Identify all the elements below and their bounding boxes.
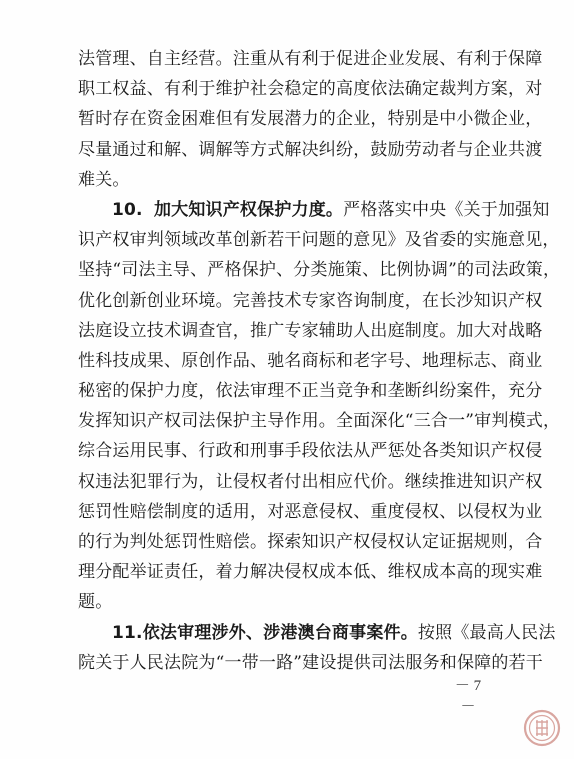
paragraph-line: 职工权益、有利于维护社会稳定的高度依法确定裁判方案，对: [78, 79, 543, 100]
paragraph-text: 按照《最高人民法: [417, 622, 556, 643]
paragraph-line: 识产权审判领域改革创新若干问题的意见》及省委的实施意见，: [78, 230, 560, 251]
paragraph-line: 法管理、自主经营。注重从有利于促进企业发展、有利于保障: [78, 49, 543, 69]
paragraph-line: 惩罚性赔偿制度的适用，对恶意侵权、重度侵权、以侵权为业: [78, 501, 543, 522]
paragraph-line: 综合运用民事、行政和刑事手段依法从严惩处各类知识产权侵: [78, 441, 543, 462]
paragraph-line: 院关于人民法院为“一带一路”建设提供司法服务和保障的若干: [78, 652, 543, 673]
seal-watermark-icon: [522, 708, 562, 748]
paragraph-line: 题。: [78, 592, 113, 613]
paragraph-line: 发挥知识产权司法保护主导作用。全面深化“三合一”审判模式，: [78, 411, 561, 432]
item-number: 10.: [112, 199, 143, 220]
paragraph-line: 尽量通过和解、调解等方式解决纠纷，鼓励劳动者与企业共渡: [78, 139, 543, 160]
paragraph-line: 优化创新创业环境。完善技术专家咨询制度，在长沙知识产权: [78, 290, 543, 311]
paragraph-line: 权违法犯罪行为，让侵权者付出相应代价。继续推进知识产权: [78, 471, 543, 492]
paragraph-line: 坚持“司法主导、严格保护、分类施策、比例协调”的司法政策，: [78, 260, 561, 281]
paragraph-line: 法庭设立技术调查官，推广专家辅助人出庭制度。加大对战略: [78, 320, 543, 341]
paragraph-11-first-line: [78, 618, 556, 648]
body-text: [78, 44, 561, 678]
item-heading: 加大知识产权保护力度。: [153, 199, 344, 220]
paragraph-text: 严格落实中央《关于加强知: [343, 199, 550, 220]
paragraph-line: 难关。: [78, 169, 130, 190]
paragraph-line: 理分配举证责任，着力解决侵权成本低、维权成本高的现实难: [78, 562, 543, 583]
paragraph-10-first-line: [78, 195, 550, 225]
paragraph-line: 暂时存在资金困难但有发展潜力的企业，特别是中小微企业，: [78, 109, 543, 130]
page-number: － 7 －: [454, 678, 482, 715]
item-heading: 11.依法审理涉外、涉港澳台商事案件。: [112, 622, 418, 643]
paragraph-line: 性科技成果、原创作品、驰名商标和老字号、地理标志、商业: [78, 350, 543, 371]
paragraph-line: 秘密的保护力度，依法审理不正当竞争和垄断纠纷案件，充分: [78, 381, 543, 402]
paragraph-line: 的行为判处惩罚性赔偿。探索知识产权侵权认定证据规则，合: [78, 532, 543, 552]
